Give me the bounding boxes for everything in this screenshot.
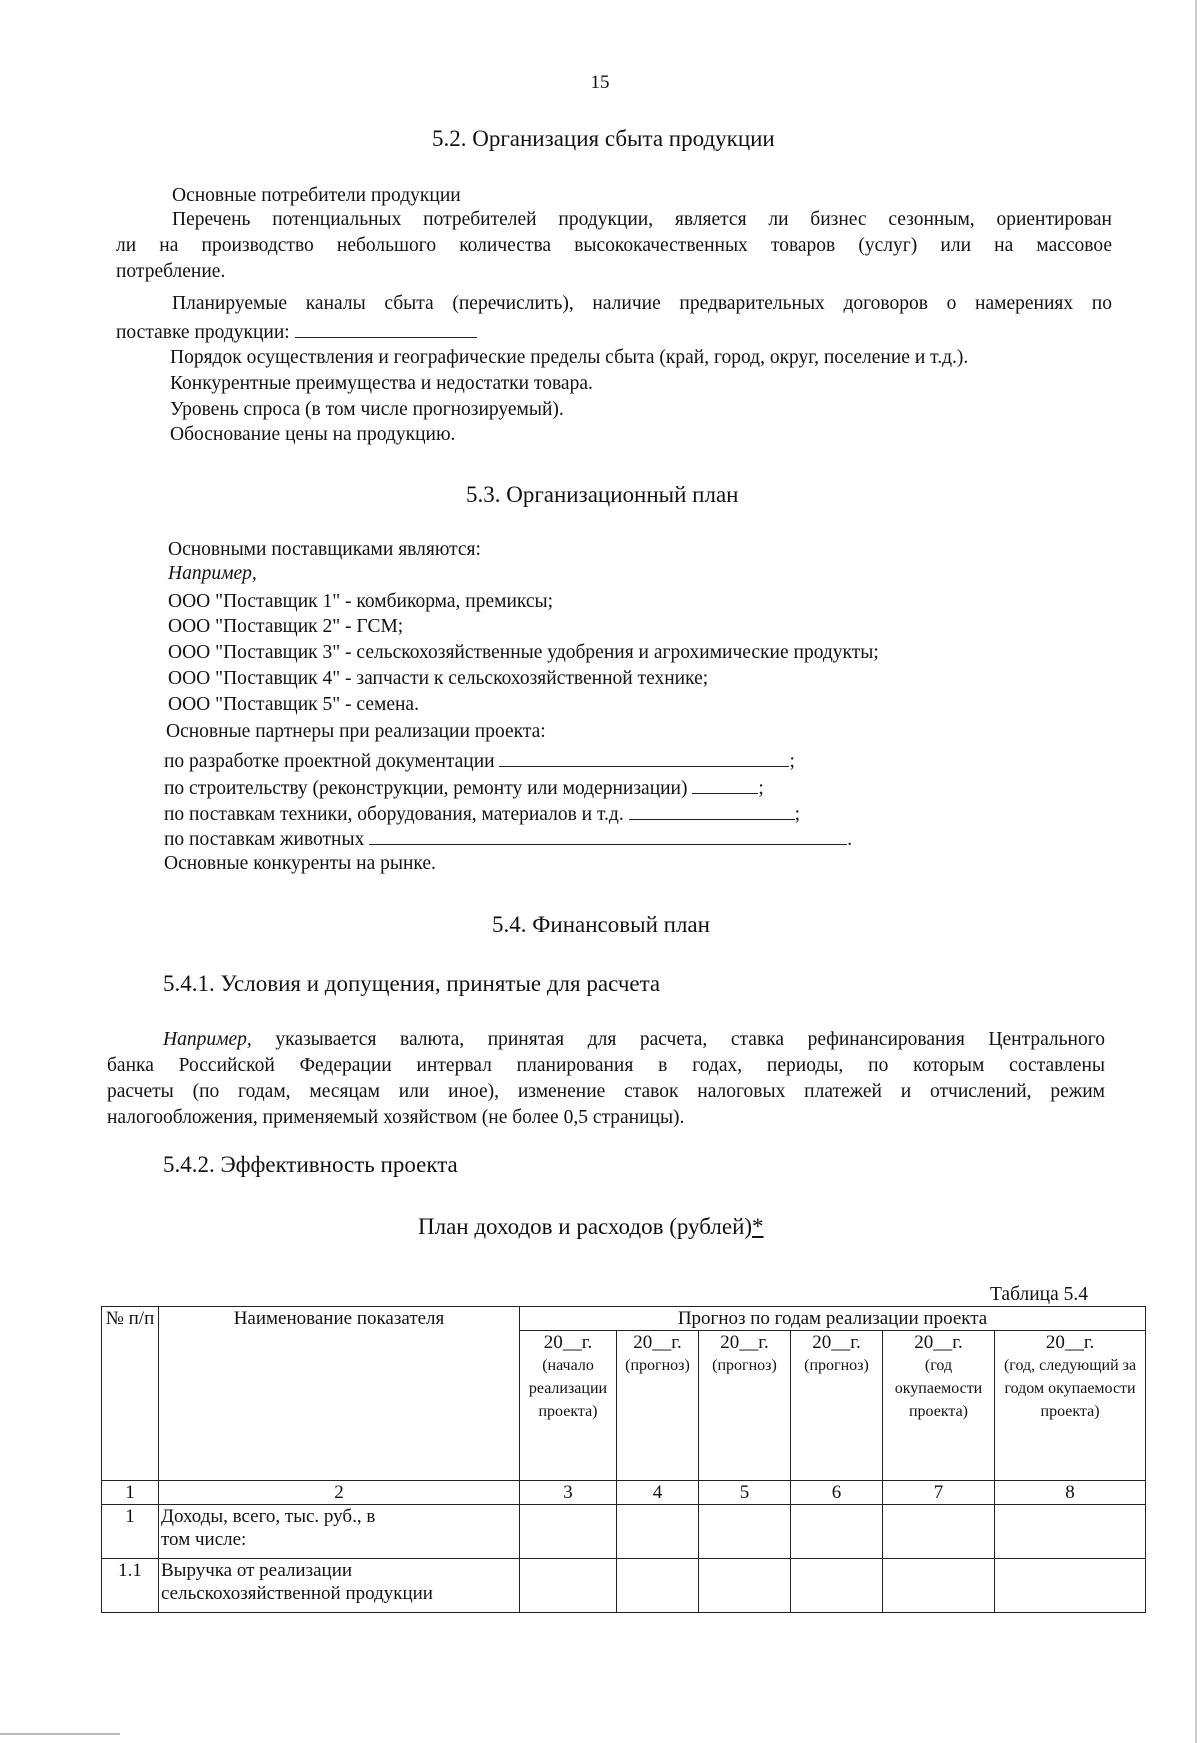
table-header-row bbox=[102, 1307, 1146, 1331]
text-line-with-blank bbox=[164, 775, 764, 800]
table-cell[interactable] bbox=[995, 1505, 1146, 1559]
fill-in-blank bbox=[692, 775, 758, 794]
text-line: Основные партнеры при реализации проекта: bbox=[166, 721, 546, 742]
text-line: Конкурентные преимущества и недостатки товара. bbox=[170, 373, 593, 394]
row-name: Доходы, всего, тыс. руб., в том числе: bbox=[159, 1505, 520, 1559]
table-cell[interactable] bbox=[520, 1505, 617, 1559]
text-line: Уровень спроса (в том числе прогнозируемый). bbox=[170, 399, 564, 420]
text-line: Планируемые каналы сбыта (перечислить), наличие предварительных договоров о намерениях по bbox=[172, 293, 1112, 314]
income-expense-table bbox=[101, 1306, 1146, 1613]
table-cell[interactable] bbox=[883, 1559, 995, 1613]
year-note: (прогноз) bbox=[625, 1357, 690, 1374]
text-line: Основные потребители продукции bbox=[172, 185, 461, 206]
text-line: по поставкам животных bbox=[164, 829, 365, 850]
year-label: 20__г. bbox=[720, 1332, 769, 1353]
text-line: потребление. bbox=[116, 261, 226, 282]
year-label: 20__г. bbox=[914, 1332, 963, 1353]
text-line: Обоснование цены на продукцию. bbox=[170, 424, 456, 445]
paragraph-line bbox=[163, 1029, 1105, 1051]
header-num: № п/п bbox=[102, 1307, 159, 1481]
table-cell[interactable] bbox=[617, 1505, 699, 1559]
text-line: налогообложения, применяемый хозяйством (не более 0,5 страницы). bbox=[107, 1107, 685, 1128]
punctuation: . bbox=[847, 829, 853, 850]
table-label: Таблица 5.4 bbox=[990, 1284, 1089, 1305]
year-cell bbox=[699, 1331, 791, 1481]
fill-in-blank bbox=[295, 319, 477, 338]
punctuation: ; bbox=[794, 804, 801, 825]
year-cell bbox=[995, 1331, 1146, 1481]
text-line-italic: Например, bbox=[168, 563, 257, 584]
table-cell[interactable] bbox=[883, 1505, 995, 1559]
year-note: (год, следующий за годом окупаемости проекта) bbox=[1003, 1357, 1137, 1420]
table-row bbox=[102, 1505, 1146, 1559]
text-line: Основными поставщиками являются: bbox=[168, 539, 481, 560]
section-heading-5-4: 5.4. Финансовый план bbox=[492, 912, 710, 937]
table-cell[interactable] bbox=[791, 1559, 883, 1613]
text-line: ООО "Поставщик 3" - сельскохозяйственные удобрения и агрохимические продукты; bbox=[168, 642, 879, 663]
table-cell[interactable] bbox=[520, 1559, 617, 1613]
subsection-heading-5-4-2: 5.4.2. Эффективность проекта bbox=[163, 1152, 458, 1177]
section-heading-5-2: 5.2. Организация сбыта продукции bbox=[432, 126, 775, 151]
index-cell: 2 bbox=[159, 1481, 520, 1505]
italic-lead: Например, bbox=[163, 1029, 252, 1050]
row-num: 1.1 bbox=[102, 1559, 159, 1613]
year-note: (год окупаемости проекта) bbox=[894, 1357, 983, 1420]
section-heading-5-3: 5.3. Организационный план bbox=[466, 482, 739, 507]
table-cell[interactable] bbox=[791, 1505, 883, 1559]
punctuation: ; bbox=[758, 778, 764, 799]
table-cell[interactable] bbox=[617, 1559, 699, 1613]
table-index-row bbox=[102, 1481, 1146, 1505]
text-line: ли на производство небольшого количества высококачественных товаров (услуг) или на массовое bbox=[116, 235, 1112, 256]
year-label: 20__г. bbox=[633, 1332, 682, 1353]
table-cell[interactable] bbox=[699, 1559, 791, 1613]
text-line: указывается валюта, принятая для расчета, ставка рефинансирования Центрального bbox=[275, 1029, 1105, 1050]
fill-in-blank bbox=[499, 748, 789, 767]
index-cell: 1 bbox=[102, 1481, 159, 1505]
text-line: по строительству (реконструкции, ремонту или модернизации) bbox=[164, 778, 688, 799]
page-number: 15 bbox=[590, 72, 610, 93]
index-cell: 3 bbox=[520, 1481, 617, 1505]
fill-in-blank bbox=[369, 826, 847, 845]
text-line: банка Российской Федерации интервал планирования в годах, периоды, по которым составлены bbox=[107, 1055, 1105, 1076]
year-cell bbox=[617, 1331, 699, 1481]
scan-edge bbox=[1195, 0, 1197, 1743]
year-note: (начало реализации проекта) bbox=[528, 1357, 608, 1420]
text-line-with-blank bbox=[164, 801, 800, 826]
header-name: Наименование показателя bbox=[159, 1307, 520, 1481]
text-line: ООО "Поставщик 5" - семена. bbox=[168, 694, 419, 715]
text-line: Порядок осуществления и географические пределы сбыта (край, город, округ, поселение и т.д.). bbox=[170, 347, 969, 368]
footnote-mark: * bbox=[752, 1214, 764, 1239]
table-cell[interactable] bbox=[699, 1505, 791, 1559]
year-label: 20__г. bbox=[543, 1332, 593, 1353]
header-forecast: Прогноз по годам реализации проекта bbox=[520, 1307, 1146, 1331]
year-cell bbox=[520, 1331, 617, 1481]
text-line: Перечень потенциальных потребителей продукции, является ли бизнес сезонным, ориентирован bbox=[172, 209, 1112, 230]
punctuation: ; bbox=[789, 751, 795, 772]
year-cell bbox=[883, 1331, 995, 1481]
text-line: по поставкам техники, оборудования, материалов и т.д. bbox=[164, 804, 624, 825]
fill-in-blank bbox=[629, 801, 795, 820]
text-line: поставке продукции: bbox=[116, 322, 290, 343]
text-line: ООО "Поставщик 2" - ГСМ; bbox=[168, 616, 404, 637]
text-line: по разработке проектной документации bbox=[164, 751, 495, 772]
text-line: ООО "Поставщик 1" - комбикорма, премиксы; bbox=[168, 591, 554, 612]
subsection-heading-5-4-1: 5.4.1. Условия и допущения, принятые для расчета bbox=[163, 971, 661, 996]
year-note: (прогноз) bbox=[804, 1357, 869, 1374]
year-cell bbox=[791, 1331, 883, 1481]
text-line: Основные конкуренты на рынке. bbox=[164, 853, 436, 874]
index-cell: 5 bbox=[699, 1481, 791, 1505]
row-num: 1 bbox=[102, 1505, 159, 1559]
scan-mark bbox=[0, 1733, 120, 1735]
year-note: (прогноз) bbox=[712, 1357, 777, 1374]
table-title bbox=[418, 1214, 764, 1240]
text-line: ООО "Поставщик 4" - запчасти к сельскохозяйственной технике; bbox=[168, 668, 709, 689]
table-row bbox=[102, 1559, 1146, 1613]
year-label: 20__г. bbox=[1045, 1332, 1095, 1353]
index-cell: 4 bbox=[617, 1481, 699, 1505]
table-cell[interactable] bbox=[995, 1559, 1146, 1613]
text-line-with-blank bbox=[164, 748, 795, 773]
table-title-text: План доходов и расходов (рублей) bbox=[418, 1214, 753, 1239]
index-cell: 7 bbox=[883, 1481, 995, 1505]
index-cell: 6 bbox=[791, 1481, 883, 1505]
text-line-with-blank bbox=[116, 319, 477, 344]
year-label: 20__г. bbox=[812, 1332, 861, 1353]
text-line: расчеты (по годам, месяцам или иное), изменение ставок налоговых платежей и отчислений, режим bbox=[107, 1081, 1105, 1102]
text-line-with-blank bbox=[164, 826, 852, 851]
index-cell: 8 bbox=[995, 1481, 1146, 1505]
row-name: Выручка от реализации сельскохозяйственной продукции bbox=[159, 1559, 520, 1613]
